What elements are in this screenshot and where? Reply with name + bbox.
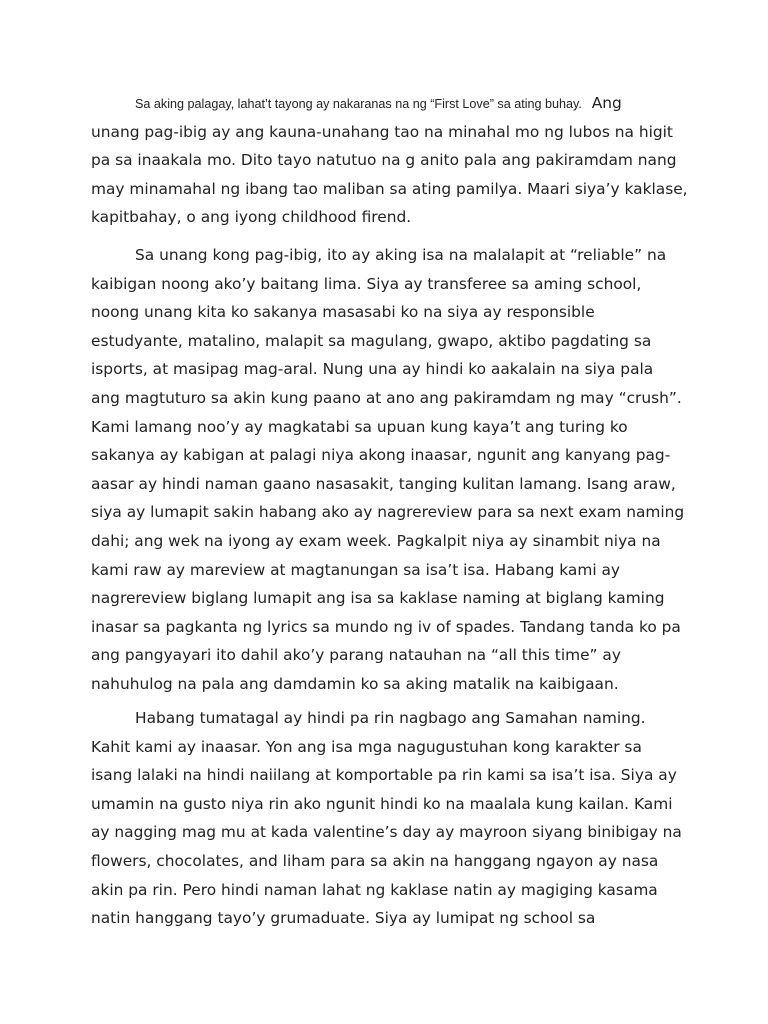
paragraph-line: sakanya ay kabigan at palagi niya akong inaasar, ngunit ang kanyang pag- bbox=[91, 446, 671, 465]
paragraph-line: Habang tumatagal ay hindi pa rin nagbago ang Samahan naming. bbox=[135, 709, 646, 727]
paragraph-line: kaibigan noong ako’y baitang lima. Siya ay transferee sa aming school, bbox=[91, 274, 642, 293]
paragraph-first-line-small: Sa aking palagay, lahat’t tayong ay nakaranas na ng “First Love” sa ating buhay. bbox=[135, 97, 582, 111]
paragraph-line: ang magtuturo sa akin kung paano at ano ang pakiramdam ng may “crush”. bbox=[91, 388, 682, 407]
paragraph-line: nahuhulog na pala ang damdamin ko sa aking matalik na kaibigaan. bbox=[91, 674, 619, 693]
paragraph-line: isports, at masipag mag-aral. Nung una ay hindi ko aakalain na siya pala bbox=[91, 360, 654, 379]
paragraph-line: aasar ay hindi naman gaano nasasakit, tanging kulitan lamang. Isang araw, bbox=[91, 474, 676, 493]
paragraph-line: siya ay lumapit sakin habang ako ay nagrereview para sa next exam naming bbox=[91, 503, 685, 522]
paragraph-line: estudyante, matalino, malapit sa magulang, gwapo, aktibo pagdating sa bbox=[91, 331, 652, 350]
paragraph-line: umamin na gusto niya rin ako ngunit hindi ko na maalala kung kailan. Kami bbox=[91, 794, 673, 813]
paragraph-1 bbox=[91, 89, 688, 232]
paragraph-2 bbox=[91, 241, 685, 699]
paragraph-line: Sa unang kong pag-ibig, ito ay aking isa na malalapit at “reliable” na bbox=[135, 246, 667, 264]
paragraph-line: natin hanggang tayo’y grumaduate. Siya ay lumipat ng school sa bbox=[91, 909, 596, 928]
paragraph-line: inasar sa pagkanta ng lyrics sa mundo ng iv of spades. Tandang tanda ko pa bbox=[91, 617, 681, 636]
paragraph-line: akin pa rin. Pero hindi naman lahat ng kaklase natin ay magiging kasama bbox=[91, 880, 658, 899]
paragraph-line: Kahit kami ay inaasar. Yon ang isa mga nagugustuhan kong karakter sa bbox=[91, 737, 642, 756]
paragraph-line: may minamahal ng ibang tao maliban sa ating pamilya. Maari siya’y kaklase, bbox=[91, 179, 688, 198]
paragraph-first-line-tail: Ang bbox=[591, 94, 622, 112]
paragraph-line: noong unang kita ko sakanya masasabi ko na siya ay responsible bbox=[91, 303, 595, 322]
paragraph-line: kami raw ay mareview at magtanungan sa isa’t isa. Habang kami ay bbox=[91, 560, 621, 579]
paragraph-line: pa sa inaakala mo. Dito tayo natutuo na g anito pala ang pakiramdam nang bbox=[91, 151, 677, 170]
paragraph-line: flowers, chocolates, and liham para sa akin na hanggang ngayon ay nasa bbox=[91, 851, 659, 870]
paragraph-line: isang lalaki na hindi naiilang at komportable pa rin kami sa isa’t isa. Siya ay bbox=[91, 766, 677, 785]
paragraph-line: dahi; ang wek na iyong ay exam week. Pagkalpit niya ay sinambit niya na bbox=[91, 531, 661, 550]
paragraph-line: kapitbahay, o ang iyong childhood firend. bbox=[91, 208, 412, 227]
paragraph-3 bbox=[91, 704, 681, 933]
paragraph-line: nagrereview biglang lumapit ang isa sa kaklase naming at biglang kaming bbox=[91, 589, 665, 608]
paragraph-first-line bbox=[91, 89, 681, 118]
paragraph-line: unang pag-ibig ay ang kauna-unahang tao na minahal mo ng lubos na higit bbox=[91, 122, 673, 141]
paragraph-line: Kami lamang noo’y ay magkatabi sa upuan kung kaya’t ang turing ko bbox=[91, 417, 628, 436]
paragraph-line: ang pangyayari ito dahil ako’y parang natauhan na “all this time” ay bbox=[91, 646, 621, 665]
paragraph-line: ay nagging mag mu at kada valentine’s day ay mayroon siyang binibigay na bbox=[91, 823, 682, 842]
